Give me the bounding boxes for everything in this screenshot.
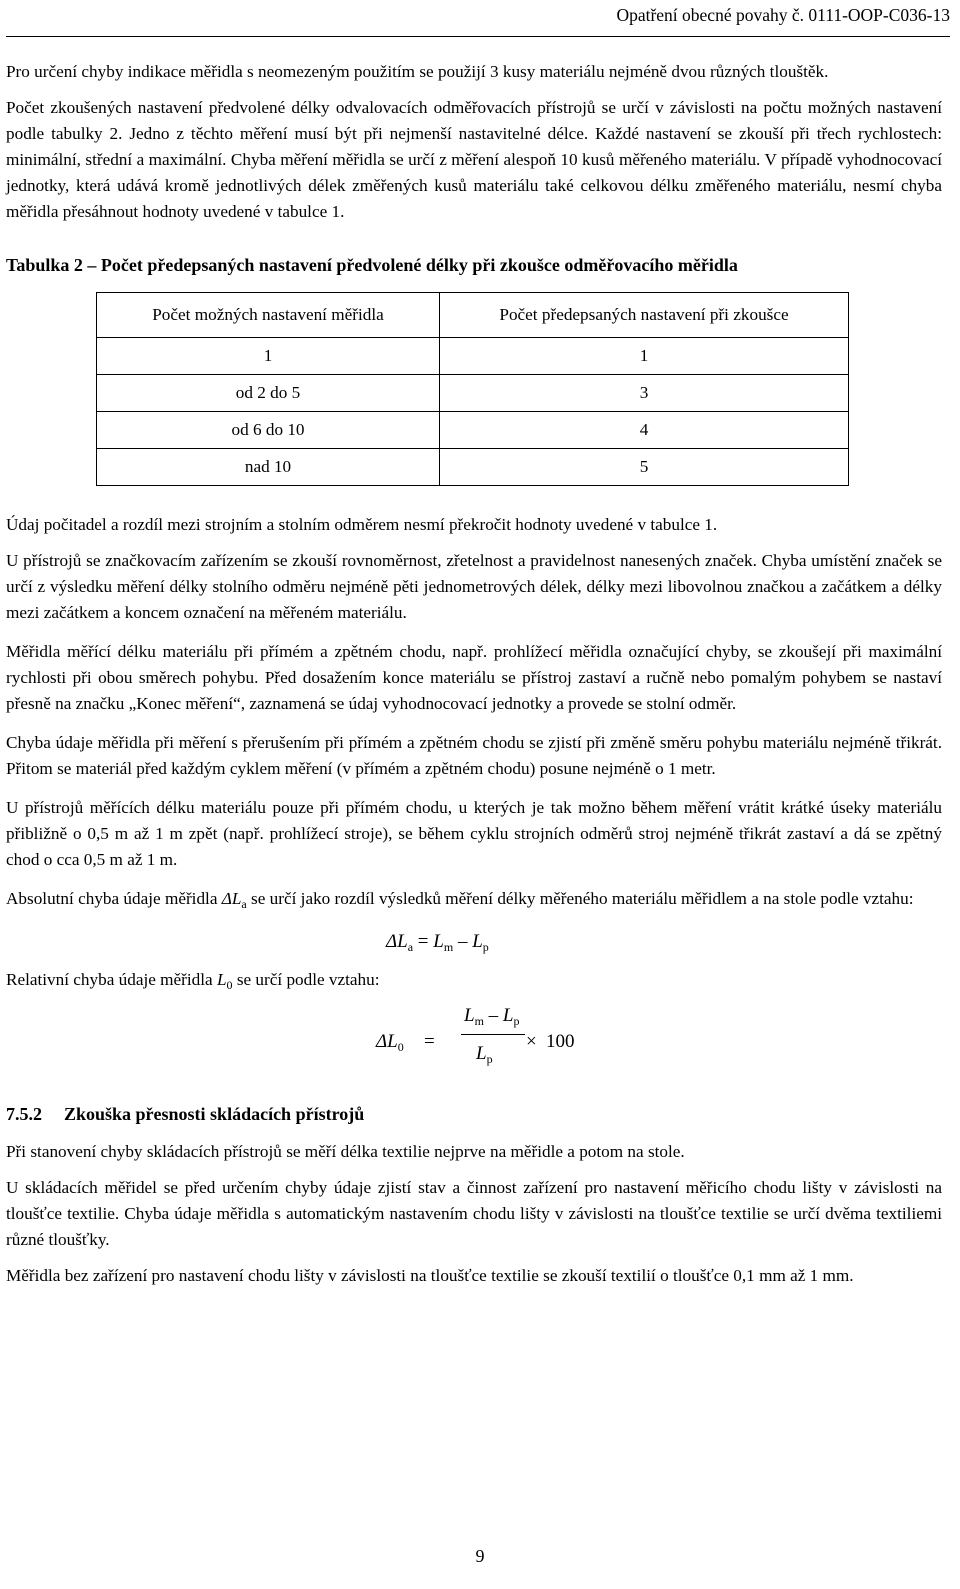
formula1-term1: L [433, 931, 444, 952]
formula2-times: × [526, 1031, 537, 1052]
page-content [6, 59, 942, 1299]
formula2-numerator [464, 1003, 520, 1029]
relative-error-subscript: 0 [226, 978, 233, 992]
paragraph-3: Údaj počitadel a rozdíl mezi strojním a stolním odměrem nesmí překročit hodnoty uvedené v tabulce 1. [6, 515, 718, 534]
formula1-term2-sub: p [482, 940, 489, 954]
table-header-cell: Počet možných nastavení měřidla [97, 293, 440, 338]
paragraph-6: Chyba údaje měřidla při měření s přerušením při přímém a zpětném chodu se zjistí při změně směru pohybu materiálu nejméně třikrát. Přitom se materiál před každým cyklem měření (v přímém a zpětném chodu) posune nejméně o 1 metr. [6, 733, 942, 778]
formula2-den-term: L [476, 1043, 487, 1064]
paragraph-11: U skládacích měřidel se před určením chyby údaje zjistí stav a činnost zařízení pro nastavení měřicího chodu lišty v závislosti na tloušťce textilie. Chyba údaje měřidla s automatickým nastavením chodu lišty v závislosti na tloušťce textilie se určí dvěma textiliemi různé tloušťky. [6, 1178, 942, 1249]
formula2-lhs-symbol: ΔL [376, 1031, 398, 1052]
absolute-error-subscript: a [241, 897, 247, 911]
formula2-den-sub: p [486, 1052, 493, 1066]
paragraph-8-text-a: Absolutní chyba údaje měřidla [6, 889, 222, 908]
formula2-denominator [476, 1041, 493, 1067]
section-title: Zkouška přesnosti skládacích přístrojů [64, 1104, 365, 1124]
table-cell: 5 [440, 449, 849, 486]
formula2-num-minus: – [488, 1005, 499, 1026]
fraction-bar [461, 1034, 525, 1035]
paragraph-1: Pro určení chyby indikace měřidla s neomezeným použitím se použijí 3 kusy materiálu nejméně dvou různých tlouštěk. [6, 62, 829, 81]
table-row [97, 375, 849, 412]
table-row [97, 412, 849, 449]
paragraph-12: Měřidla bez zařízení pro nastavení chodu lišty v závislosti na tloušťce textilie se zkouší textilií o tloušťce 0,1 mm až 1 mm. [6, 1266, 854, 1285]
paragraph-5: Měřidla měřící délku materiálu při přímém a zpětném chodu, např. prohlížecí měřidla označující chyby, se zkoušejí při maximální rychlosti při obou směrech pohybu. Před dosažením konce materiálu se přístroj zastaví a ručně nebo pomalým pohybem se nastaví přesně na značku „Konec měření“, zaznamená se údaj vyhodnocovací jednotky a provede se stolní odměr. [6, 642, 942, 713]
table-cell: od 6 do 10 [97, 412, 440, 449]
paragraph-9-text-a: Relativní chyba údaje měřidla [6, 970, 217, 989]
paragraph-8 [6, 886, 942, 912]
table-cell: 1 [440, 338, 849, 375]
relative-error-symbol: L [216, 970, 227, 989]
paragraph-7: U přístrojů měřících délku materiálu pouze při přímém chodu, u kterých je tak možno během měření vrátit krátké úseky materiálu přibližně o 0,5 m až 1 m zpět (např. prohlížecí stroje), se během cyklu strojních odměrů stroj nejméně třikrát zastaví a dá se zpětný chod o cca 0,5 m až 1 m. [6, 798, 942, 869]
formula1-lhs-sub: a [407, 940, 414, 954]
formula1-eq: = [417, 931, 429, 952]
document-header: Opatření obecné povahy č. 0111-OOP-C036-13 [616, 5, 950, 25]
formula2-eq: = [424, 1031, 435, 1052]
absolute-error-formula [386, 925, 942, 959]
header-rule [6, 36, 950, 37]
paragraph-8-text-b: se určí jako rozdíl výsledků měření délky měřeného materiálu měřidlem a na stole podle vztahu: [246, 889, 914, 908]
paragraph-9 [6, 967, 942, 993]
formula2-num-term2-sub: p [513, 1014, 520, 1028]
formula1-term1-sub: m [443, 940, 454, 954]
absolute-error-symbol: ΔL [221, 889, 242, 908]
relative-error-formula [6, 1003, 942, 1087]
formula2-lhs [376, 1029, 404, 1055]
table-row [97, 338, 849, 375]
settings-table [96, 292, 849, 486]
formula2-factor: 100 [546, 1031, 575, 1052]
section-number: 7.5.2 [6, 1104, 42, 1124]
paragraph-10: Při stanovení chyby skládacích přístrojů se měří délka textilie nejprve na měřidle a potom na stole. [6, 1142, 685, 1161]
table-cell: 4 [440, 412, 849, 449]
formula2-lhs-sub: 0 [397, 1040, 404, 1054]
formula1-minus: – [457, 931, 468, 952]
paragraph-4: U přístrojů se značkovacím zařízením se zkouší rovnoměrnost, zřetelnost a pravidelnost nanesených značek. Chyba umístění značek se určí z výsledku měření délky stolního odměru nejméně pěti jednometrových délek, délky mezi libovolnou značkou a začátkem a délky mezi začátkem a koncem označení na měřeném materiálu. [6, 551, 942, 622]
paragraph-2: Počet zkoušených nastavení předvolené délky odvalovacích odměřovacích přístrojů se určí v závislosti na počtu možných nastavení podle tabulky 2. Jedno z těchto měření musí být při nejmenší nastavitelné délce. Každé nastavení se zkouší při třech rychlostech: minimální, střední a maximální. Chyba měření měřidla se určí z měření alespoň 10 kusů měřeného materiálu. V případě vyhodnocovací jednotky, která udává kromě jednotlivých délek změřených kusů materiálu také celkovou délku změřeného materiálu, nesmí chyba měřidla přesáhnout hodnoty uvedené v tabulce 1. [6, 98, 942, 221]
paragraph-9-text-b: se určí podle vztahu: [232, 970, 380, 989]
table-cell: 3 [440, 375, 849, 412]
table-cell: nad 10 [97, 449, 440, 486]
table-row [97, 449, 849, 486]
formula2-num-term1-sub: m [474, 1014, 484, 1028]
formula2-num-term1: L [464, 1005, 475, 1026]
formula1-lhs: ΔL [386, 931, 408, 952]
table-title: Tabulka 2 – Počet předepsaných nastavení předvolené délky při zkoušce odměřovacího měřidla [6, 255, 738, 275]
table-cell: od 2 do 5 [97, 375, 440, 412]
page-number: 9 [475, 1546, 485, 1566]
table-cell: 1 [97, 338, 440, 375]
formula2-num-term2: L [502, 1005, 514, 1026]
formula1-term2: L [472, 931, 483, 952]
table-header-row [97, 293, 849, 338]
section-heading [6, 1101, 942, 1127]
table-header-cell: Počet předepsaných nastavení při zkoušce [440, 293, 849, 338]
